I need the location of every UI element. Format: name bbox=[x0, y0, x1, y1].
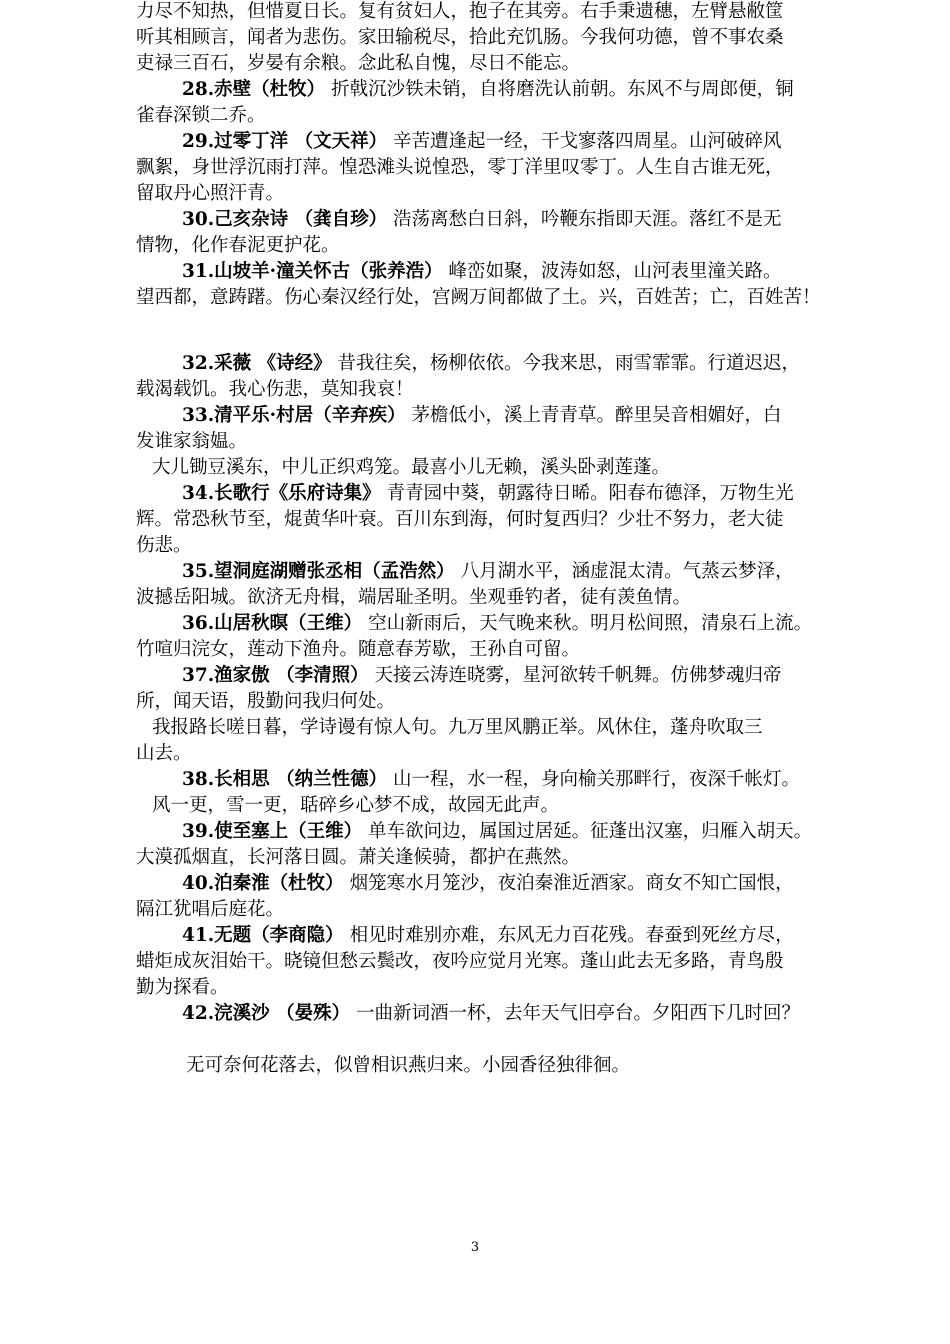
text-line bbox=[136, 234, 340, 258]
text-line bbox=[186, 1054, 630, 1078]
poem-body-text: 青青园中葵，朝露待日晞。阳春布德泽，万物生光 bbox=[386, 483, 794, 504]
text-line bbox=[136, 52, 580, 76]
poem-body-text: 望西都，意踌躇。伤心秦汉经行处，宫阙万间都做了土。兴，百姓苦；亡，百姓苦！ bbox=[136, 287, 821, 308]
poem-title: 36.山居秋暝（王维） bbox=[182, 613, 363, 634]
text-line bbox=[136, 898, 284, 922]
poem-title: 41.无题（李商隐） bbox=[182, 925, 344, 946]
poem-body-text: 留取丹心照汗青。 bbox=[136, 183, 285, 204]
poem-body-text: 勤为探看。 bbox=[136, 977, 229, 998]
poem-body-text: 山一程，水一程，身向榆关那畔行，夜深千帐灯。 bbox=[393, 769, 801, 790]
text-line bbox=[136, 846, 580, 870]
text-line bbox=[182, 260, 782, 284]
text-line bbox=[136, 742, 192, 766]
text-line bbox=[136, 586, 691, 610]
text-line bbox=[136, 182, 284, 206]
text-line bbox=[182, 612, 812, 636]
poem-body-text: 天接云涛连晓雾，星河欲转千帆舞。仿佛梦魂归帝 bbox=[374, 665, 782, 686]
text-line bbox=[136, 430, 247, 454]
text-line bbox=[136, 690, 395, 714]
poem-body-text: 我报路长嗟日暮，学诗谩有惊人句。九万里风鹏正举。风休住，蓬舟吹取三 bbox=[152, 717, 763, 738]
text-line bbox=[136, 508, 784, 532]
poem-body-text: 发谁家翁媪。 bbox=[136, 431, 248, 452]
poem-title: 33.清平乐·村居（辛弃疾） bbox=[182, 405, 406, 426]
poem-title: 28.赤壁（杜牧） bbox=[182, 79, 326, 100]
text-line bbox=[182, 352, 800, 376]
poem-body-text: 吏禄三百石，岁晏有余粮。念此私自愧，尽日不能忘。 bbox=[136, 53, 581, 74]
poem-body-text: 茅檐低小，溪上青青草。醉里吴音相媚好，白 bbox=[411, 405, 782, 426]
poem-body-text: 竹喧归浣女，莲动下渔舟。随意春芳歇，王孙自可留。 bbox=[136, 639, 581, 660]
text-line bbox=[136, 26, 784, 50]
text-line bbox=[136, 378, 414, 402]
poem-title: 34.长歌行《乐府诗集》 bbox=[182, 483, 381, 504]
text-line bbox=[182, 768, 800, 792]
poem-body-text: 浩荡离愁白日斜，吟鞭东指即天涯。落红不是无 bbox=[393, 209, 782, 230]
text-line bbox=[136, 286, 821, 310]
text-line bbox=[136, 156, 784, 180]
text-line bbox=[136, 950, 784, 974]
text-line bbox=[152, 456, 670, 480]
poem-body-text: 大漠孤烟直，长河落日圆。萧关逢候骑，都护在燕然。 bbox=[136, 847, 581, 868]
text-line bbox=[182, 1002, 800, 1026]
text-line bbox=[182, 404, 782, 428]
poem-body-text: 峰峦如聚，波涛如怒，山河表里潼关路。 bbox=[448, 261, 782, 282]
poem-body-text: 力尽不知热，但惜夏日长。复有贫妇人，抱子在其旁。右手秉遗穗，左臂悬敝筐 bbox=[136, 1, 784, 22]
text-line bbox=[182, 664, 782, 688]
poem-body-text: 八月湖水平，涵虚混太清。气蒸云梦泽， bbox=[460, 561, 794, 582]
text-line bbox=[182, 78, 794, 102]
poem-body-text: 蜡炬成灰泪始干。晓镜但愁云鬓改，夜吟应觉月光寒。蓬山此去无多路，青鸟殷 bbox=[136, 951, 784, 972]
text-line bbox=[182, 820, 812, 844]
poem-title: 30.己亥杂诗 （龚自珍） bbox=[182, 209, 388, 230]
poem-body-text: 折戟沉沙铁未销，自将磨洗认前朝。东风不与周郎便，铜 bbox=[331, 79, 794, 100]
poem-body-text: 所，闻天语，殷勤问我归何处。 bbox=[136, 691, 396, 712]
poem-title: 38.长相思 （纳兰性德） bbox=[182, 769, 388, 790]
poem-body-text: 辉。常恐秋节至，焜黄华叶衰。百川东到海，何时复西归？少壮不努力，老大徒 bbox=[136, 509, 784, 530]
poem-title: 35.望洞庭湖赠张丞相（孟浩然） bbox=[182, 561, 455, 582]
poem-body-text: 昔我往矣，杨柳依依。今我来思，雨雪霏霏。行道迟迟， bbox=[337, 353, 801, 374]
poem-body-text: 情物，化作春泥更护花。 bbox=[136, 235, 340, 256]
text-line bbox=[182, 924, 794, 948]
text-line bbox=[136, 638, 580, 662]
poem-body-text: 山去。 bbox=[136, 743, 192, 764]
text-line bbox=[182, 208, 782, 232]
text-line bbox=[136, 534, 192, 558]
poem-body-text: 大儿锄豆溪东，中儿正织鸡笼。最喜小儿无赖，溪头卧剥莲蓬。 bbox=[152, 457, 671, 478]
poem-title: 29.过零丁洋 （文天祥） bbox=[182, 131, 388, 152]
text-line bbox=[136, 0, 784, 24]
poem-title: 31.山坡羊·潼关怀古（张养浩） bbox=[182, 261, 443, 282]
poem-title: 42.浣溪沙 （晏殊） bbox=[182, 1003, 351, 1024]
text-line bbox=[152, 716, 763, 740]
poem-body-text: 听其相顾言，闻者为悲伤。家田输税尽，拾此充饥肠。今我何功德，曾不事农桑 bbox=[136, 27, 784, 48]
text-line bbox=[136, 976, 229, 1000]
poem-title: 37.渔家傲 （李清照） bbox=[182, 665, 369, 686]
poem-title: 32.采薇 《诗经》 bbox=[182, 353, 332, 374]
poem-body-text: 波撼岳阳城。欲济无舟楫，端居耻圣明。坐观垂钓者，徒有羡鱼情。 bbox=[136, 587, 692, 608]
text-line bbox=[182, 560, 794, 584]
poem-body-text: 载渴载饥。我心伤悲，莫知我哀！ bbox=[136, 379, 414, 400]
poem-body-text: 空山新雨后，天气晚来秋。明月松间照，清泉石上流。 bbox=[368, 613, 813, 634]
poem-title: 39.使至塞上（王维） bbox=[182, 821, 363, 842]
text-line bbox=[136, 104, 266, 128]
poem-body-text: 辛苦遭逢起一经，干戈寥落四周星。山河破碎风 bbox=[393, 131, 782, 152]
poem-body-text: 无可奈何花落去，似曾相识燕归来。小园香径独徘徊。 bbox=[186, 1055, 631, 1076]
text-line bbox=[152, 794, 559, 818]
poem-body-text: 一曲新词酒一杯，去年天气旧亭台。夕阳西下几时回？ bbox=[356, 1003, 801, 1024]
poem-body-text: 单车欲问边，属国过居延。征蓬出汉塞，归雁入胡天。 bbox=[368, 821, 813, 842]
page-number: 3 bbox=[470, 1240, 480, 1255]
poem-body-text: 雀春深锁二乔。 bbox=[136, 105, 266, 126]
poem-body-text: 飘絮，身世浮沉雨打萍。惶恐滩头说惶恐，零丁洋里叹零丁。人生自古谁无死， bbox=[136, 157, 784, 178]
text-line bbox=[182, 130, 782, 154]
text-line bbox=[182, 482, 794, 506]
poem-title: 40.泊秦淮（杜牧） bbox=[182, 873, 344, 894]
poem-body-text: 隔江犹唱后庭花。 bbox=[136, 899, 285, 920]
poem-body-text: 烟笼寒水月笼沙，夜泊秦淮近酒家。商女不知亡国恨， bbox=[349, 873, 794, 894]
poem-body-text: 相见时难别亦难，东风无力百花残。春蚕到死丝方尽， bbox=[349, 925, 794, 946]
poem-body-text: 伤悲。 bbox=[136, 535, 192, 556]
poem-body-text: 风一更，雪一更，聒碎乡心梦不成，故园无此声。 bbox=[152, 795, 560, 816]
text-line bbox=[182, 872, 794, 896]
